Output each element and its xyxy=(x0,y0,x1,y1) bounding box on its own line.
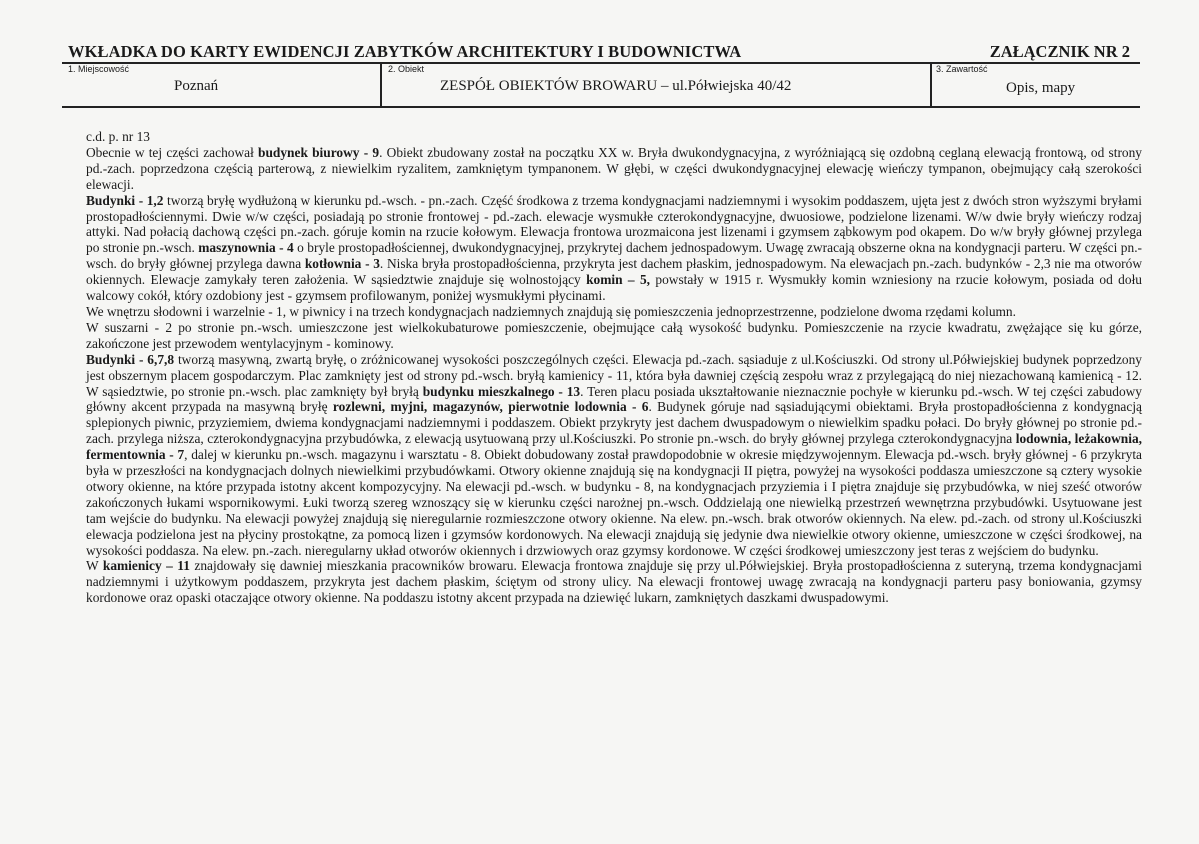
content-value: Opis, mapy xyxy=(1006,80,1076,96)
paragraph-buildings-1-2 xyxy=(86,193,1142,304)
content-label: 3. Zawartość xyxy=(936,64,988,74)
text-run: o bryle prostopadłościennej, dwukondygnacyjnej, przykrytej dachem jednospadowym. Uwagę zwracają obszerne okna na kondygnacji parteru. W części pn.-wsch. do bryły głównej przylega dawna xyxy=(86,240,1142,272)
bold-run: kotłownia - 3 xyxy=(304,256,380,272)
text-run: , dalej w kierunku pn.-wsch. magazynu i warsztatu - 8. Obiekt dobudowany został prawdopodobnie w okresie międzywojennym. Elewacja pd.-wsch. bryły głównej - 6 przykryta była w przeszłości na kondygnacjach dolnych niewielkimi przybudówkami. Otwory okienne znajdują się na kondygnacji II piętra, powyżej na wysokości poddasza umieszczone są cztery wysokie otwory okienne, na które przypada istotny akcent kompozycyjny. Na elewacji pd.-wsch. w budynku - 8, na kondygnacjach przyziemia i I piętra znajduje się przybudówka, w niej sześć otworów zakończonych łukami wspornikowymi. Łuki tworzą szereg wznoszący się w kierunku części narożnej pn.-wsch. Oddzielają one niewielką przestrzeń wewnętrzna przybudówki. Usytuowane jest tam wejście do budynku. Na elewacji powyżej znajdują się nieregularnie rozmieszczone otwory okienne. Na elew. pn.-wsch. brak otworów okiennych. Na elew. pd.-zach. od strony ul.Kościuszki elewacja podzielona jest na płyciny prostokątne, za pomocą lizen i gzymsów kordonowych. Na elewacji znajdują się jedynie dwa niewielkie otwory okienne, umieszczone w części środkowej, na wysokości poddasza. Na elew. pn.-zach. nieregularny układ otworów okiennych i drzwiowych oraz gzymsy kordonowe. W części środkowej umieszczony jest teras z wejściem do budynku. xyxy=(86,447,1142,558)
text-run: Obecnie w tej części zachował xyxy=(86,144,259,160)
title-row xyxy=(62,42,1142,62)
attachment-number: ZAŁĄCZNIK NR 2 xyxy=(989,42,1130,61)
text-run: tworzą masywną, zwartą bryłę, o zróżnicowanej wysokości poszczególnych części. Elewacja pd.-zach. sąsiaduje z ul.Kościuszki. Od strony ul.Półwiejskiej budynek poprzedzony jest obszernym placem gospodarczym. Plac zamknięty jest od strony pd.-wsch. bryłą kamienicy - 11, która była dawniej częścią zespołu wraz z przylegającą do niej niezachowaną kamienicą - 12. W sąsiedztwie, po stronie pn.-wsch. plac zamknięty był bryłą xyxy=(86,351,1142,399)
bold-run: Budynki - 1,2 xyxy=(86,192,164,208)
text-run: . Budynek góruje nad sąsiadującymi obiektami. Bryła prostopadłościenna z kondygnacją splepionych piwnic, przyziemiem, dwiema kondygnacjami nadziemnymi i poddaszem. Obiekt przykryty jest dachem dwuspadowym o niewielkim spadku połaci. Do bryły głównej po stronie pd.-zach. przylega niższa, czterokondygnacyjna przybudówka, z elewacją usytuowaną przy ul.Kościuszki. Po stronie pn.-wsch. do bryły głównej przylega czterokondygnacyjna xyxy=(86,399,1142,447)
bold-run: Budynki - 6,7,8 xyxy=(86,351,175,367)
paragraph-office-building xyxy=(86,145,1142,193)
text-run: . Teren placu posiada ukształtowanie nieznacznie pochyłe w kierunku pd.-wsch. W tej części zabudowy główny akcent przypada na masywną bryłę xyxy=(86,383,1142,415)
bold-run: maszynownia - 4 xyxy=(198,240,294,256)
bold-run: budynku mieszkalnego - 13 xyxy=(422,383,581,399)
locality-label: 1. Miejscowość xyxy=(68,64,130,74)
bold-run: rozlewni, myjni, magazynów, pierwotnie lodownia - 6 xyxy=(332,399,649,415)
text-run: znajdowały się dawniej mieszkania pracowników browaru. Elewacja frontowa znajduje się przy ul.Półwiejskiej. Bryła prostopadłościenna z suteryną, trzema kondygnacjami nadziemnymi i użytkowym poddaszem, przykryta jest dachem płaskim, ściętym od strony ulicy. Na elewacji frontowej uwagę zwracają na kondygnacji parteru pasy boniowania, gzymsy kordonowe oraz opaski otaczające otwory okienne. Na poddaszu istotny akcent przypada na dziewięć lukarn, zamkniętych daszkami dwuspadowymi. xyxy=(86,558,1142,606)
bold-run: kamienicy – 11 xyxy=(102,558,190,574)
document-title: WKŁADKA DO KARTY EWIDENCJI ZABYTKÓW ARCHITEKTURY I BUDOWNICTWA xyxy=(68,42,742,61)
text-run: W xyxy=(86,558,103,574)
paragraph-malthouse-interior: We wnętrzu słodowni i warzelnie - 1, w piwnicy i na trzech kondygnacjach nadziemnych znajdują się pomieszczenia jednoprzestrzenne, podzielone dwoma rzędami kolumn. xyxy=(86,303,1016,319)
locality-cell xyxy=(62,64,380,106)
text-run: . Niska bryła prostopadłościenna, przykryta jest dachem płaskim, jednospadowym. Na elewacjach pn.-zach. budynków - 2,3 nie ma otworów okiennych. Elewacje zamykały teren założenia. W sąsiedztwie znajduje się wolnostojący xyxy=(86,256,1142,288)
paragraph-tenement-11 xyxy=(86,558,1142,606)
content-cell xyxy=(930,64,1140,106)
body-text xyxy=(86,129,1142,606)
object-label: 2. Obiekt xyxy=(388,64,425,74)
continuation-note: c.d. p. nr 13 xyxy=(86,129,150,144)
object-cell xyxy=(380,64,932,106)
paragraph-dryer: W suszarni - 2 po stronie pn.-wsch. umieszczone jest wielkokubaturowe pomieszczenie, obejmujące całą wysokość budynku. Pomieszczenie na rzycie kwadratu, zwężające się ku górze, zakończone jest przewodem wentylacyjnym - kominowy. xyxy=(86,319,1142,351)
bold-run: komin – 5, xyxy=(586,272,651,288)
bold-run: lodownia, leżakownia, fermentownia - 7 xyxy=(86,431,1142,463)
header-table xyxy=(62,62,1140,108)
text-run: powstały w 1915 r. Wysmukły komin wzniesiony na rzucie kołowym, posiada od dołu walcowy cokół, który ozdobiony jest - gzymsem profilowanym, poniżej wysmukłymi płycinami. xyxy=(86,272,1142,304)
text-run: tworzą bryłę wydłużoną w kierunku pd.-wsch. - pn.-zach. Część środkowa z trzema kondygnacjami nadziemnymi i wysokim poddaszem, ujęta jest z dwóch stron wyższymi bryłami prostopadłościennymi. Dwie w/w części, posiadają po stronie frontowej - pd.-zach. elewacje wysmukłe czterokondygnacyjne, dwuosiowe, podzielone lizenami. W/w dwie bryły wieńczy rodzaj attyki. Nad połacią dachową części pn.-zach. góruje komin na rzucie kołowym. Elewacja frontowa urozmaicona jest lizenami i gzymsem ząbkowym pod okapem. Do w/w bryły głównej przylega po stronie pn.-wsch. xyxy=(86,192,1142,256)
bold-run: budynek biurowy - 9 xyxy=(258,144,380,160)
paragraph-buildings-6-7-8 xyxy=(86,352,1142,559)
locality-value: Poznań xyxy=(174,78,219,94)
object-value: ZESPÓŁ OBIEKTÓW BROWARU – ul.Półwiejska 40/42 xyxy=(440,78,792,94)
text-run: . Obiekt zbudowany został na początku XX w. Bryła dwukondygnacyjna, z wyróżniającą się ozdobną ceglaną elewacją frontową, od strony pd.-zach. poprzedzona częścią parterową, z niewielkim ryzalitem, zamkniętym tympanonem. W głębi, w części dwukondygnacyjnej elewację wieńczy tympanon, obejmujący całą szerokości elewacji. xyxy=(86,144,1142,192)
